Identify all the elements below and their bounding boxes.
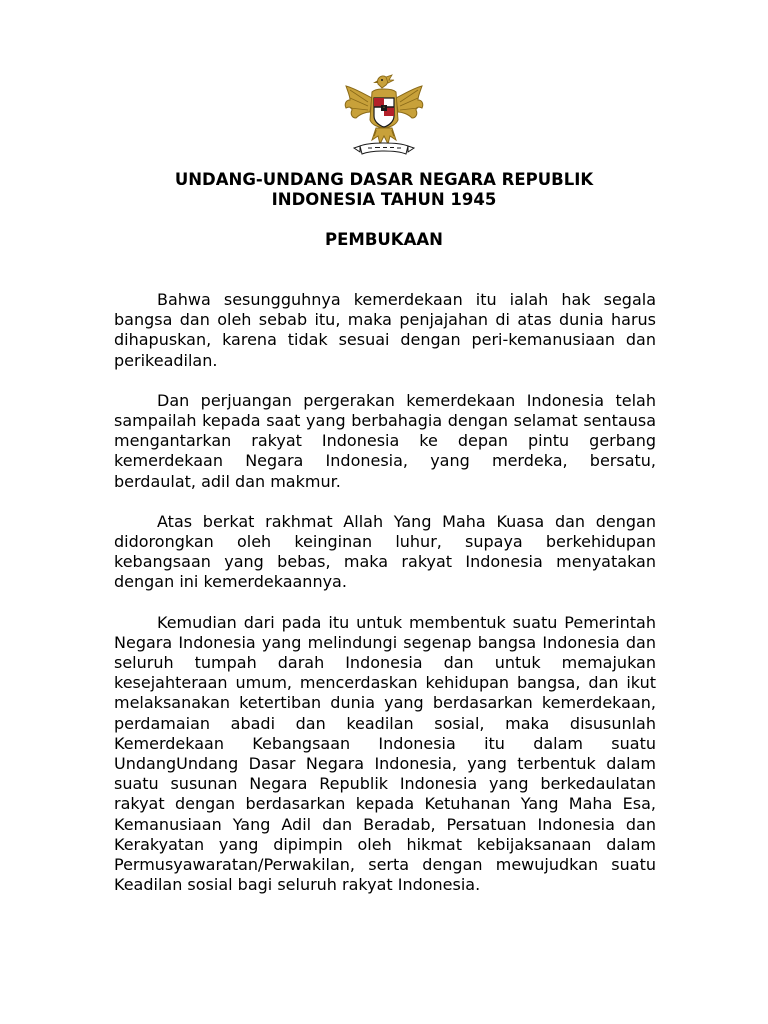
paragraph-4: Kemudian dari pada itu untuk membentuk suatu Pemerintah Negara Indonesia yang melindungi segenap bangsa Indonesia dan seluruh tumpah darah Indonesia dan untuk memajukan kesejahteraan umum, mencerdaskan kehidupan bangsa, dan ikut melaksanakan ketertiban dunia yang berdasarkan kemerdekaan, perdamaian abadi dan keadilan sosial, maka disusunlah Kemerdekaan Kebangsaan Indonesia itu dalam suatu UndangUndang Dasar Negara Indonesia, yang terbentuk dalam suatu susunan Negara Republik Indonesia yang berkedaulatan rakyat dengan berdasarkan kepada Ketuhanan Yang Maha Esa, Kemanusiaan Yang Adil dan Beradab, Persatuan Indonesia dan Kerakyatan yang dipimpin oleh hikmat kebijaksanaan dalam Permusyawaratan/Perwakilan, serta dengan mewujudkan suatu Keadilan sosial bagi seluruh rakyat Indonesia.	[114, 612, 656, 895]
garuda-pancasila-emblem-icon	[342, 74, 426, 160]
paragraph-2: Dan perjuangan pergerakan kemerdekaan Indonesia telah sampailah kepada saat yang berbahagia dengan selamat sentausa mengantarkan rakyat Indonesia ke depan pintu gerbang kemerdekaan Negara Indonesia, yang merdeka, bersatu, berdaulat, adil dan makmur.	[114, 390, 656, 491]
paragraph-1: Bahwa sesungguhnya kemerdekaan itu ialah hak segala bangsa dan oleh sebab itu, maka penjajahan di atas dunia harus dihapuskan, karena tidak sesuai dengan peri-kemanusiaan dan perikeadilan.	[114, 290, 656, 370]
document-title-line-2: INDONESIA TAHUN 1945	[271, 190, 497, 209]
preamble-body	[114, 290, 656, 915]
section-heading: PEMBUKAAN	[325, 230, 443, 249]
document-title-line-1: UNDANG-UNDANG DASAR NEGARA REPUBLIK	[174, 170, 594, 189]
paragraph-3: Atas berkat rakhmat Allah Yang Maha Kuasa dan dengan didorongkan oleh keinginan luhur, supaya berkehidupan kebangsaan yang bebas, maka rakyat Indonesia menyatakan dengan ini kemerdekaannya.	[114, 511, 656, 592]
